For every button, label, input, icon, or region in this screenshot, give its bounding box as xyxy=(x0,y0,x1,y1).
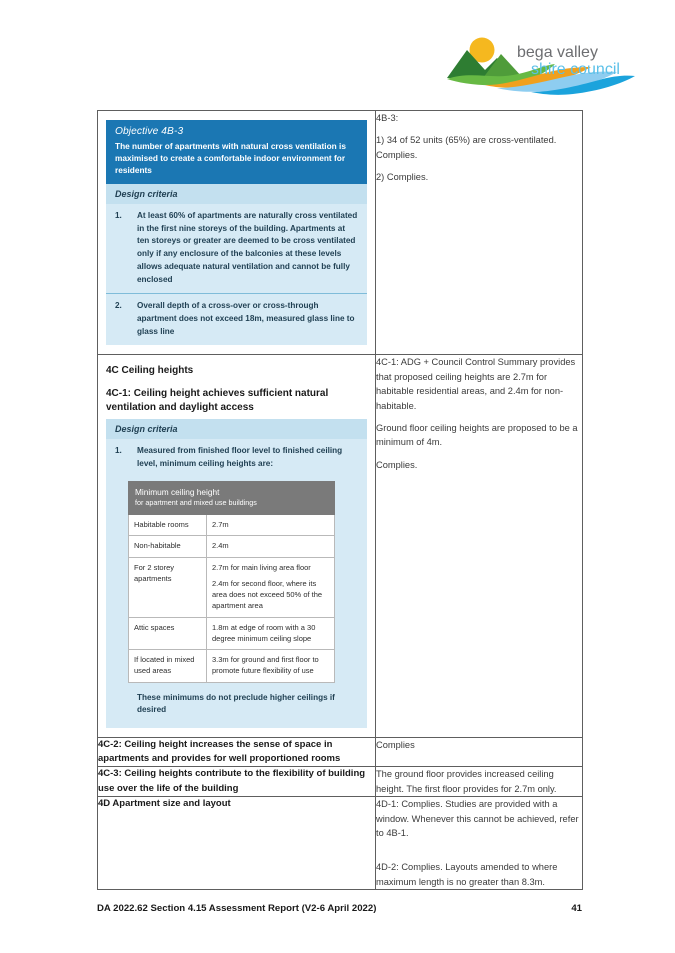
ceiling-row-label: Habitable rooms xyxy=(129,515,207,536)
design-criteria-item xyxy=(106,439,367,477)
ceiling-value-line: 2.4m xyxy=(212,541,229,551)
ceiling-height-table-wrap xyxy=(106,478,367,683)
logo-graphic xyxy=(445,30,640,98)
footer-document-reference: DA 2022.62 Section 4.15 Assessment Report (V2-6 April 2022) xyxy=(97,903,377,914)
council-logo xyxy=(445,30,640,98)
criteria-text: Overall depth of a cross-over or cross-through apartment does not exceed 18m, measured glass line to glass line xyxy=(137,301,355,336)
table-cell-criteria: 4D Apartment size and layout xyxy=(98,797,376,890)
ceiling-header-line1: Minimum ceiling height xyxy=(135,486,220,497)
table-cell-response xyxy=(376,767,583,797)
ceiling-value-line: 2.4m for second floor, where its area does not exceed 50% of the apartment area xyxy=(212,578,323,611)
response-paragraph: 4D-1: Complies. Studies are provided with a window. Whenever this cannot be achieved, refer to 4B-1. xyxy=(376,799,579,839)
design-criteria-label: Design criteria xyxy=(106,419,367,439)
adg-objective-block xyxy=(106,120,367,345)
table-row xyxy=(98,767,583,797)
objective-body: The number of apartments with natural cross ventilation is maximised to create a comfortable indoor environment for residents xyxy=(115,141,346,176)
design-criteria-item xyxy=(106,204,367,293)
ceiling-value-line: 1.8m at edge of room with a 30 degree minimum ceiling slope xyxy=(212,622,316,643)
logo-text-line1: bega valley xyxy=(517,44,598,61)
criteria-number: 1. xyxy=(115,211,122,221)
footer-page-number: 41 xyxy=(571,903,582,914)
ceiling-row-value xyxy=(207,557,335,617)
section-subheading: 4C-1: Ceiling height achieves sufficient natural ventilation and daylight access xyxy=(106,388,329,414)
table-row xyxy=(98,797,583,890)
table-row xyxy=(98,355,583,738)
table-row xyxy=(98,111,583,355)
response-paragraph: 4B-3: xyxy=(376,113,399,123)
section-heading: 4C Ceiling heights xyxy=(106,365,194,377)
ceiling-row-label: Non-habitable xyxy=(129,536,207,557)
ceiling-table-header-row xyxy=(129,481,335,514)
adg-objective-header xyxy=(106,120,367,184)
ceiling-table-row xyxy=(129,617,335,650)
design-criteria-label: Design criteria xyxy=(106,184,367,204)
ceiling-table-row xyxy=(129,536,335,557)
table-cell-response xyxy=(376,355,583,738)
response-paragraph: Complies xyxy=(376,739,415,750)
table-cell-criteria: 4C-2: Ceiling height increases the sense of space in apartments and provides for well proportioned rooms xyxy=(98,737,376,767)
response-paragraph: Ground floor ceiling heights are proposed to be a minimum of 4m. xyxy=(376,423,578,448)
ceiling-value-line: 2.7m xyxy=(212,520,229,530)
ceiling-row-label: For 2 storey apartments xyxy=(129,557,207,617)
criteria-note: These minimums do not preclude higher ceilings if desired xyxy=(137,692,335,715)
response-paragraph: 2) Complies. xyxy=(376,172,429,183)
ceiling-row-value xyxy=(207,515,335,536)
table-row xyxy=(98,737,583,767)
table-cell-criteria xyxy=(98,111,376,355)
logo-text-line2: shire council xyxy=(531,61,620,78)
response-paragraph: 4D-2: Complies. Layouts amended to where maximum length is no greater than 8.3m. xyxy=(376,862,558,887)
ceiling-row-value xyxy=(207,650,335,683)
ceiling-table-row xyxy=(129,515,335,536)
criteria-text: Measured from finished floor level to finished ceiling level, minimum ceiling heights are: xyxy=(137,446,343,469)
criteria-number: 1. xyxy=(115,446,122,456)
table-cell-criteria xyxy=(98,355,376,738)
criteria-text: At least 60% of apartments are naturally cross ventilated in the first nine storeys of the building. Apartments at ten storeys or greater are deemed to be cross ventilated only if any enclosure of the balconies at these levels allows adequate natural ventilation and cannot be fully enclosed xyxy=(137,211,358,284)
ceiling-value-line: 2.7m for main living area floor xyxy=(212,562,311,572)
criteria-number: 2. xyxy=(115,301,122,311)
response-paragraph: 1) 34 of 52 units (65%) are cross-ventilated. Complies. xyxy=(376,135,557,160)
ceiling-header-line2: for apartment and mixed use buildings xyxy=(135,498,257,508)
objective-title: Objective 4B-3 xyxy=(115,126,184,137)
ceiling-row-value xyxy=(207,536,335,557)
ceiling-height-table xyxy=(128,481,335,683)
table-cell-response xyxy=(376,737,583,767)
ceiling-value-line: 3.3m for ground and first floor to promote future flexibility of use xyxy=(212,655,319,676)
design-criteria-item xyxy=(106,293,367,345)
response-paragraph: The ground floor provides increased ceiling height. The first floor provides for 2.7m only. xyxy=(376,769,557,794)
response-paragraph: 4C-1: ADG + Council Control Summary provides that proposed ceiling heights are 2.7m for habitable residential areas, and 2.4m for non-habitable. xyxy=(376,357,576,411)
ceiling-row-value xyxy=(207,617,335,650)
table-cell-criteria: 4C-3: Ceiling heights contribute to the flexibility of building use over the life of the building xyxy=(98,767,376,797)
ceiling-row-label: If located in mixed used areas xyxy=(129,650,207,683)
page-footer xyxy=(97,903,582,914)
ceiling-table-row xyxy=(129,650,335,683)
ceiling-table-header xyxy=(129,481,335,514)
table-cell-response xyxy=(376,797,583,890)
ceiling-row-label: Attic spaces xyxy=(129,617,207,650)
assessment-table xyxy=(97,110,583,890)
response-paragraph: Complies. xyxy=(376,459,418,470)
adg-criteria-block xyxy=(106,419,367,728)
table-cell-response xyxy=(376,111,583,355)
ceiling-table-row xyxy=(129,557,335,617)
